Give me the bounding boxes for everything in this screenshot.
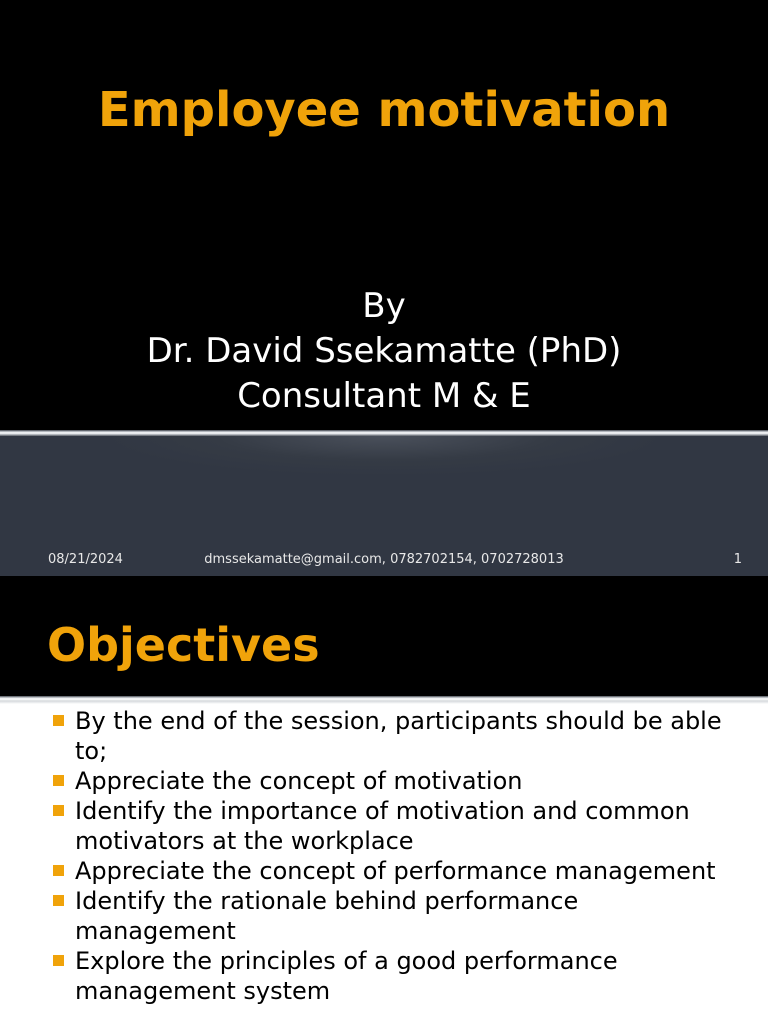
- square-bullet-icon: [53, 955, 64, 966]
- list-item: [48, 856, 738, 886]
- subtitle-author: Dr. David Ssekamatte (PhD): [146, 331, 622, 371]
- slide-title: Objectives: [47, 618, 320, 672]
- square-bullet-icon: [53, 895, 64, 906]
- footer-contact: dmssekamatte@gmail.com, 0782702154, 0702728013: [204, 552, 564, 567]
- list-item: [48, 706, 738, 766]
- list-item-text: Appreciate the concept of performance management: [75, 857, 716, 885]
- list-item-text: Appreciate the concept of motivation: [75, 767, 523, 795]
- slide-header: [0, 576, 768, 696]
- subtitle-by: By: [362, 286, 406, 326]
- list-item-text: Explore the principles of a good performance management system: [75, 947, 618, 1005]
- square-bullet-icon: [53, 865, 64, 876]
- list-item: [48, 796, 738, 856]
- slide-subtitle: [0, 284, 768, 419]
- list-item: [48, 766, 738, 796]
- footer-page-number: 1: [733, 552, 742, 567]
- footer-date: 08/21/2024: [48, 552, 123, 567]
- square-bullet-icon: [53, 715, 64, 726]
- square-bullet-icon: [53, 805, 64, 816]
- objectives-list: [48, 706, 738, 1006]
- list-item: [48, 886, 738, 946]
- square-bullet-icon: [53, 775, 64, 786]
- slide-title: Employee motivation: [97, 82, 671, 138]
- slide-divider: [0, 696, 768, 704]
- objectives-slide: [0, 576, 768, 1024]
- list-item-text: Identify the importance of motivation and common motivators at the workplace: [75, 797, 690, 855]
- list-item: [48, 946, 738, 1006]
- list-item-text: Identify the rationale behind performance management: [75, 887, 579, 945]
- list-item-text: By the end of the session, participants should be able to;: [75, 707, 722, 765]
- subtitle-role: Consultant M & E: [237, 376, 531, 416]
